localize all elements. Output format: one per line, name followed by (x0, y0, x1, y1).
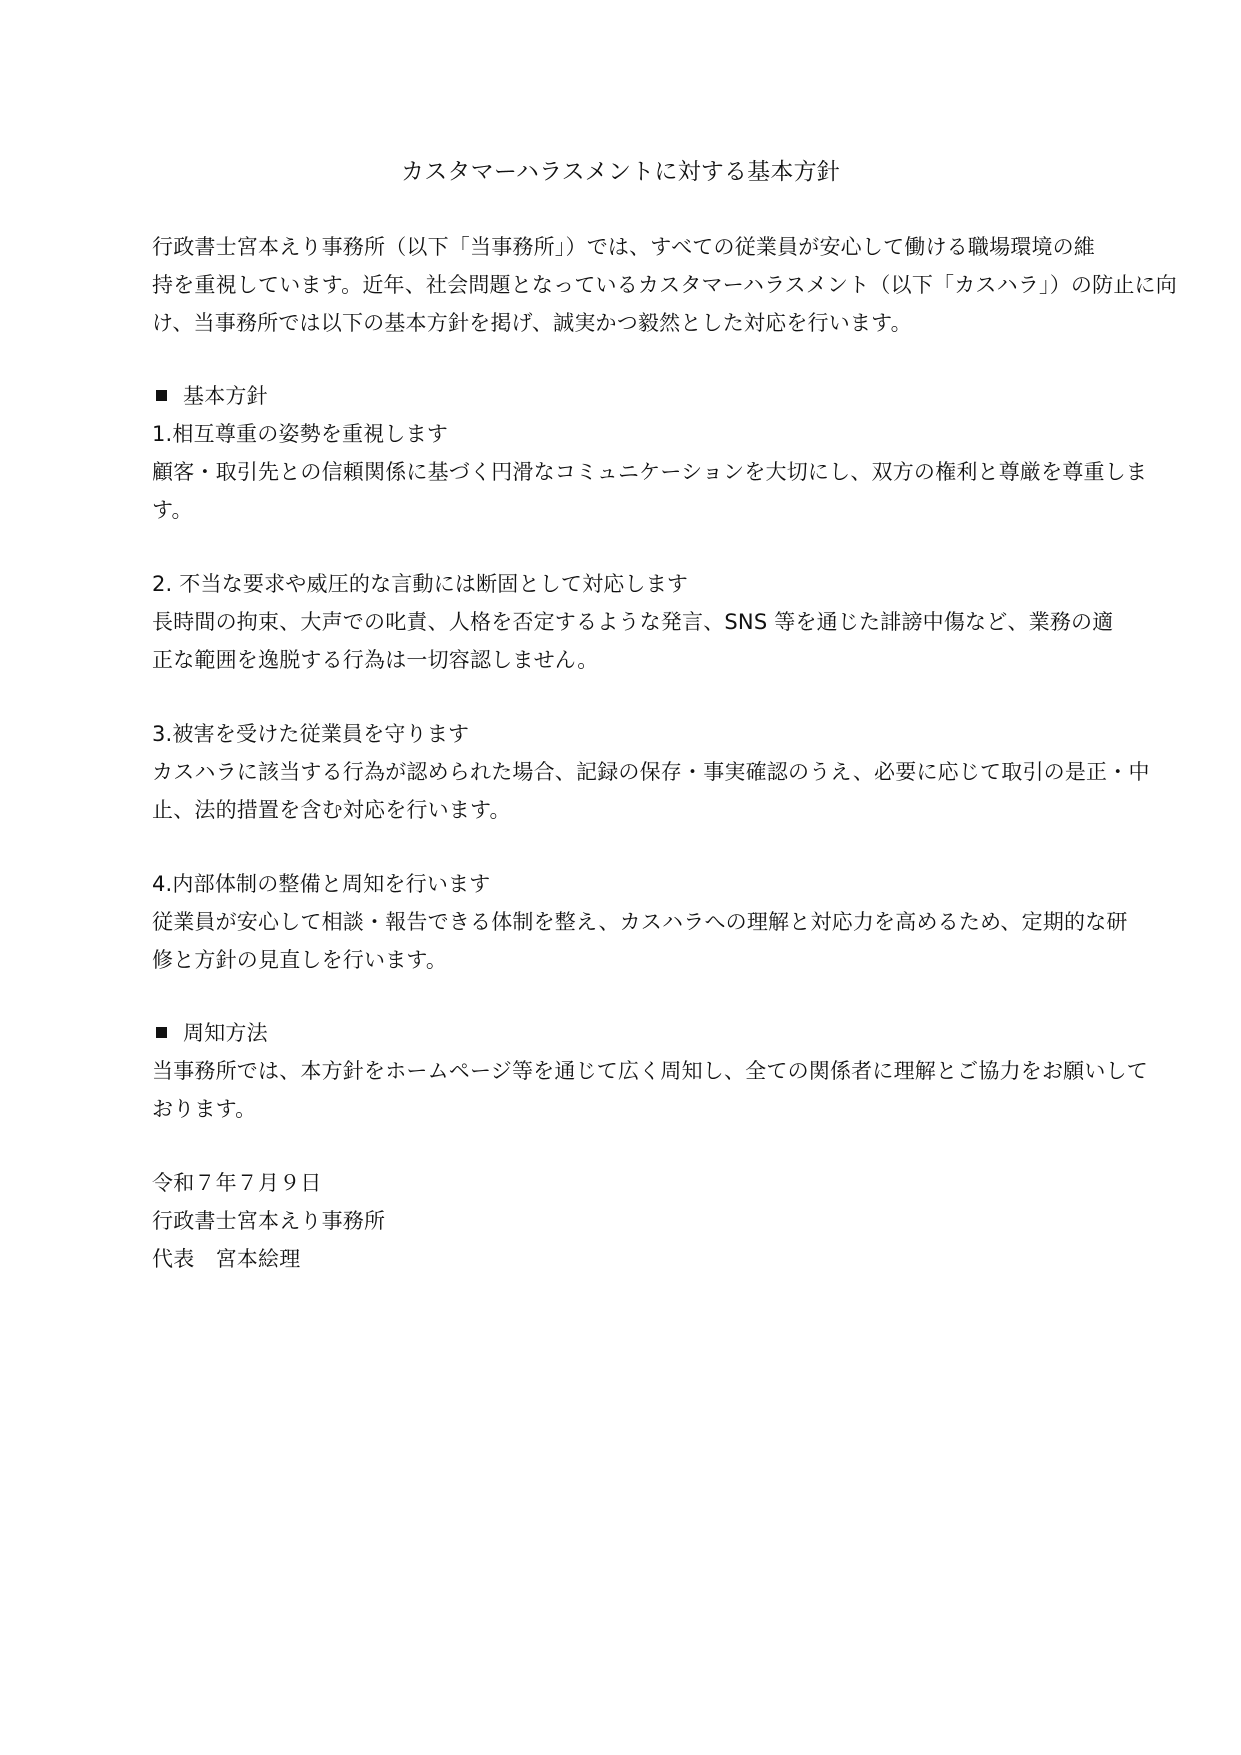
notice-heading-text: 周知方法 (183, 1021, 268, 1045)
policy-2 (152, 565, 1114, 679)
policy-1-body-line: す。 (152, 498, 193, 522)
square-bullet-icon (156, 1027, 167, 1038)
policy-3-body-line: 止、法的措置を含む対応を行います。 (152, 798, 511, 822)
policy-4-body-line: 修と方針の見直しを行います。 (152, 948, 448, 972)
policy-section-heading (152, 377, 1092, 415)
policy-3 (152, 715, 1150, 829)
policy-3-body-line: カスハラに該当する行為が認められた場合、記録の保存・事実確認のうえ、必要に応じて取引の是正・中 (152, 760, 1150, 784)
intro-line: 行政書士宮本えり事務所（以下「当事務所」）では、すべての従業員が安心して働ける職場環境の維 (152, 235, 1096, 259)
representative-name: 代表 宮本絵理 (152, 1247, 301, 1271)
notice-body-line: 当事務所では、本方針をホームページ等を通じて広く周知し、全ての関係者に理解とご協力をお願いして (152, 1059, 1148, 1083)
document-title: カスタマーハラスメントに対する基本方針 (401, 159, 840, 185)
square-bullet-icon (156, 390, 167, 401)
intro-paragraph (152, 228, 1177, 342)
policy-section (152, 377, 1148, 529)
policy-3-heading: 3.被害を受けた従業員を守ります (152, 722, 470, 746)
office-name: 行政書士宮本えり事務所 (152, 1209, 386, 1233)
issue-date: 令和７年７月９日 (152, 1171, 322, 1195)
policy-2-body-line: 長時間の拘束、大声での叱責、人格を否定するような発言、SNS 等を通じた誹謗中傷など、業務の適 (152, 610, 1114, 634)
policy-1-heading: 1.相互尊重の姿勢を重視します (152, 422, 449, 446)
policy-4-body-line: 従業員が安心して相談・報告できる体制を整え、カスハラへの理解と対応力を高めるため、定期的な研 (152, 910, 1128, 934)
policy-1-body-line: 顧客・取引先との信頼関係に基づく円滑なコミュニケーションを大切にし、双方の権利と尊厳を尊重しま (152, 460, 1148, 484)
policy-4 (152, 865, 1128, 979)
notice-section-heading (152, 1014, 1092, 1052)
policy-2-heading: 2. 不当な要求や威圧的な言動には断固として対応します (152, 572, 689, 596)
signature-block (152, 1164, 1092, 1278)
policy-2-body-line: 正な範囲を逸脱する行為は一切容認しません。 (152, 648, 599, 672)
policy-heading-text: 基本方針 (183, 384, 268, 408)
notice-body-line: おります。 (152, 1097, 257, 1121)
notice-section (152, 1014, 1148, 1128)
intro-line: 持を重視しています。近年、社会問題となっているカスタマーハラスメント（以下「カスハラ」）の防止に向 (152, 273, 1177, 297)
intro-line: け、当事務所では以下の基本方針を掲げ、誠実かつ毅然とした対応を行います。 (152, 311, 912, 335)
policy-4-heading: 4.内部体制の整備と周知を行います (152, 872, 491, 896)
